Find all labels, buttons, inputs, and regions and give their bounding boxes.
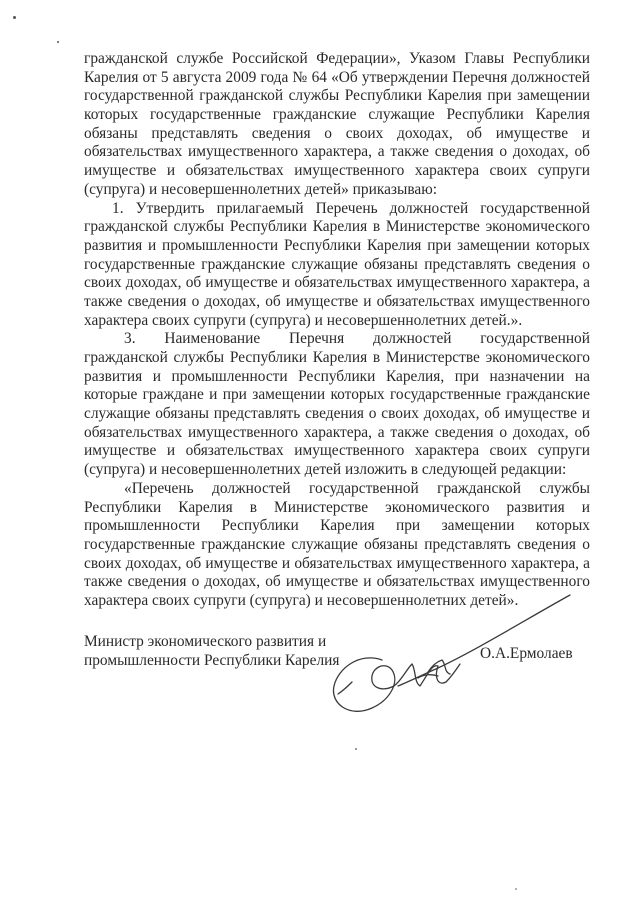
- body-line: имуществе и обязательствах имущественного характера своих супруги: [84, 162, 590, 180]
- body-line: служащие обязаны представлять сведения о своих доходах, об имуществе и: [84, 405, 590, 423]
- body-line: Карелия от 5 августа 2009 года № 64 «Об утверждении Перечня должностей: [84, 68, 590, 86]
- body-line: гражданской службы Республики Карелия в Министерстве экономического: [84, 349, 590, 366]
- body-line: государственной гражданской службы Республики Карелия при замещении: [84, 87, 590, 105]
- scan-speck: [57, 41, 59, 43]
- paragraph-3-start: 3. Наименование Перечня должностей государственной: [124, 330, 590, 348]
- body-line: гражданской службы Республики Карелия в Министерстве экономического: [84, 218, 590, 236]
- scan-speck: [515, 888, 517, 890]
- body-line: обязаны представлять сведения о своих доходах, об имуществе и: [84, 124, 590, 142]
- body-line: (супруга) и несовершеннолетних детей изложить в следующей редакции:: [84, 461, 567, 479]
- signer-title-line-1: Министр экономического развития и: [84, 633, 327, 650]
- body-line: которые граждане и при замещении которых государственные гражданские: [84, 386, 590, 404]
- body-line: промышленности Республики Карелия при замещении которых: [84, 517, 590, 535]
- body-line: обязательствах имущественного характера, а также сведения о доходах, об: [84, 423, 590, 441]
- body-line: также сведения о доходах, об имуществе и обязательствах имущественного: [84, 573, 590, 591]
- body-line: имуществе и обязательствах имущественного характера своих супруги: [84, 442, 590, 460]
- document-body: [84, 50, 590, 611]
- paragraph-1-start: 1. Утвердить прилагаемый Перечень должностей государственной: [112, 199, 590, 217]
- body-line: также сведения о доходах, об имуществе и обязательствах имущественного: [84, 292, 590, 310]
- body-line: характера своих супруги (супруга) и несовершеннолетних детей».: [84, 591, 519, 609]
- body-line: (супруга) и несовершеннолетних детей» приказываю:: [84, 180, 437, 198]
- body-line: своих доходах, об имуществе и обязательствах имущественного характера, а: [84, 274, 590, 292]
- scan-speck: [13, 16, 16, 19]
- quoted-title-start: «Перечень должностей государственной гражданской службы: [124, 479, 590, 497]
- body-line: которых государственные гражданские служащие Республики Карелия: [84, 106, 590, 124]
- body-line: Республики Карелия в Министерстве экономического развития и: [84, 498, 590, 516]
- signer-name: О.А.Ермолаев: [480, 645, 573, 662]
- body-line: развития и промышленности Республики Карелия при замещении которых: [84, 236, 590, 254]
- signer-title-line-2: промышленности Республики Карелия: [84, 652, 340, 669]
- body-line: характера своих супруги (супруга) и несовершеннолетних детей.».: [84, 311, 523, 329]
- body-line: государственные гражданские служащие обязаны представлять сведения о: [84, 255, 590, 273]
- body-line: гражданской службе Российской Федерации», Указом Главы Республики: [84, 50, 590, 67]
- scan-speck: [355, 748, 357, 750]
- handwritten-signature: [320, 590, 590, 720]
- body-line: обязательствах имущественного характера, а также сведения о доходах, об: [84, 143, 590, 161]
- body-line: государственные гражданские служащие обязаны представлять сведения о: [84, 535, 590, 553]
- body-line: развития и промышленности Республики Карелия, при назначении на: [84, 367, 590, 385]
- body-line: своих доходах, об имуществе и обязательствах имущественного характера, а: [84, 554, 590, 572]
